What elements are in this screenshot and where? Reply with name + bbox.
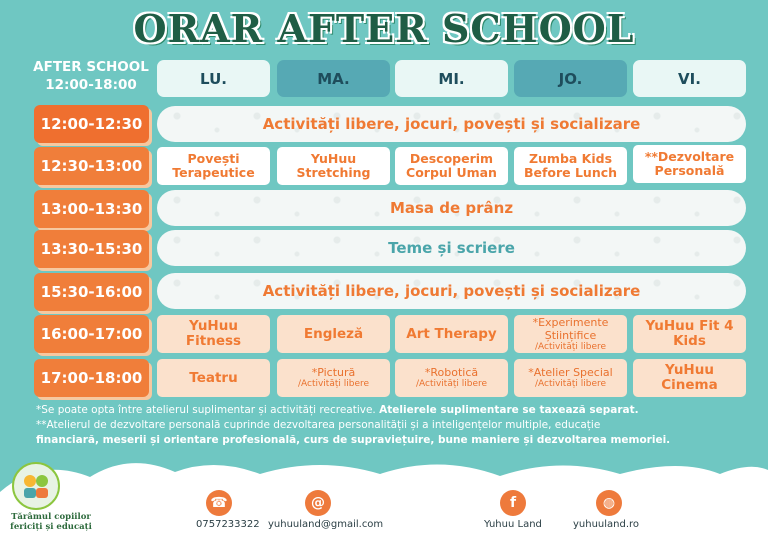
cell-text: Stretching [296, 165, 371, 180]
cell-text: Povești [187, 151, 240, 166]
cell-1700-thursday [514, 359, 627, 397]
cell-text: Teatru [189, 369, 238, 386]
schedule-label [30, 58, 152, 94]
brand-tagline: Tărâmul copiilor fericiți și educați [10, 512, 92, 532]
brand-logo [12, 462, 60, 510]
activity-free-play-1530: Activități libere, jocuri, povești și socializare [157, 273, 746, 309]
cell-1700-monday [157, 359, 270, 397]
cell-1230-friday [633, 145, 746, 183]
cell-1700-tuesday [277, 359, 390, 397]
cell-text: YuHuu [665, 362, 714, 378]
cell-text: Terapeutice [172, 165, 255, 180]
cell-subtext: /Activități libere [534, 379, 607, 389]
contact-facebook: Yuhuu Land [484, 519, 542, 530]
time-slot-1230: 12:30-13:00 [34, 147, 149, 185]
footnote-1-text: *Se poate opta între atelierul suplimentar și activități recreative. [36, 404, 380, 416]
footnotes [36, 403, 736, 448]
time-slot-1530: 15:30-16:00 [34, 273, 149, 311]
cell-text: Zumba Kids [528, 151, 613, 166]
kids-logo-icon [18, 468, 54, 504]
cell-text: Before Lunch [523, 165, 618, 180]
cell-text: Științifice [544, 328, 597, 342]
cell-text: YuHuu Fit 4 [645, 318, 734, 334]
cell-1700-friday [633, 359, 746, 397]
contact-email: yuhuuland@gmail.com [268, 519, 384, 530]
schedule-label-name: AFTER SCHOOL [33, 59, 149, 75]
day-header-friday: VI. [633, 60, 746, 97]
cell-text: *Robotică [424, 366, 479, 379]
cell-text: *Atelier Special [528, 366, 613, 379]
globe-icon: ◍ [596, 490, 622, 516]
activity-homework: Teme și scriere [157, 230, 746, 266]
email-icon: @ [305, 490, 331, 516]
cell-text: Personală [654, 163, 725, 178]
activity-lunch: Masa de prânz [157, 190, 746, 226]
contact-website: yuhuuland.ro [573, 519, 640, 530]
footnote-2: **Atelierul de dezvoltare personală cuprinde dezvoltarea personalității și a inteligențelor multiple, educație [36, 419, 601, 431]
cell-text: **Dezvoltare [644, 149, 735, 164]
cell-1600-tuesday [277, 315, 390, 353]
day-header-tuesday: MA. [277, 60, 390, 97]
time-slot-1300: 13:00-13:30 [34, 190, 149, 228]
time-slot-1200: 12:00-12:30 [34, 105, 149, 143]
time-slot-1330: 13:30-15:30 [34, 230, 149, 268]
cell-1600-friday [633, 315, 746, 353]
cell-text: Engleză [303, 325, 364, 342]
page-title: ORAR AFTER SCHOOL [133, 6, 635, 51]
cell-text: Descoperim [409, 151, 494, 166]
cell-1230-monday [157, 147, 270, 185]
footer-wave [0, 452, 768, 544]
time-slot-1600: 16:00-17:00 [34, 315, 149, 353]
activity-free-play-1200: Activități libere, jocuri, povești și socializare [157, 106, 746, 142]
contact-phone: 0757233322 [196, 519, 260, 530]
cell-1600-thursday [514, 315, 627, 353]
cell-1230-tuesday [277, 147, 390, 185]
cell-1600-monday [157, 315, 270, 353]
cell-subtext: /Activități libere [297, 379, 370, 389]
footnote-1 [36, 403, 736, 418]
cell-text: Fitness [185, 333, 242, 349]
cell-text: Kids [673, 333, 706, 349]
day-header-thursday: JO. [514, 60, 627, 97]
time-slot-1700: 17:00-18:00 [34, 359, 149, 397]
facebook-icon: f [500, 490, 526, 516]
cell-text: Corpul Uman [406, 165, 497, 180]
phone-icon: ☎ [206, 490, 232, 516]
schedule-label-hours: 12:00-18:00 [45, 77, 137, 93]
cell-text: Cinema [661, 377, 718, 393]
cell-1600-wednesday [395, 315, 508, 353]
cell-1230-wednesday [395, 147, 508, 185]
cell-text: *Experimente [532, 315, 609, 329]
cell-1700-wednesday [395, 359, 508, 397]
cell-subtext: /Activități libere [534, 341, 607, 352]
day-header-wednesday: MI. [395, 60, 508, 97]
day-header-monday: LU. [157, 60, 270, 97]
cell-1230-thursday [514, 147, 627, 185]
cell-text: YuHuu [189, 318, 238, 334]
cell-text: *Pictură [311, 366, 356, 379]
cell-text: YuHuu [310, 151, 357, 166]
footnote-1-emphasis: Atelierele suplimentare se taxează separat. [379, 404, 639, 416]
footnote-2-continued: financiară, meserii și orientare profesională, curs de supraviețuire, bune maniere și dezvoltarea memoriei. [36, 434, 671, 446]
cell-subtext: /Activități libere [415, 379, 488, 389]
cell-text: Art Therapy [406, 325, 497, 342]
